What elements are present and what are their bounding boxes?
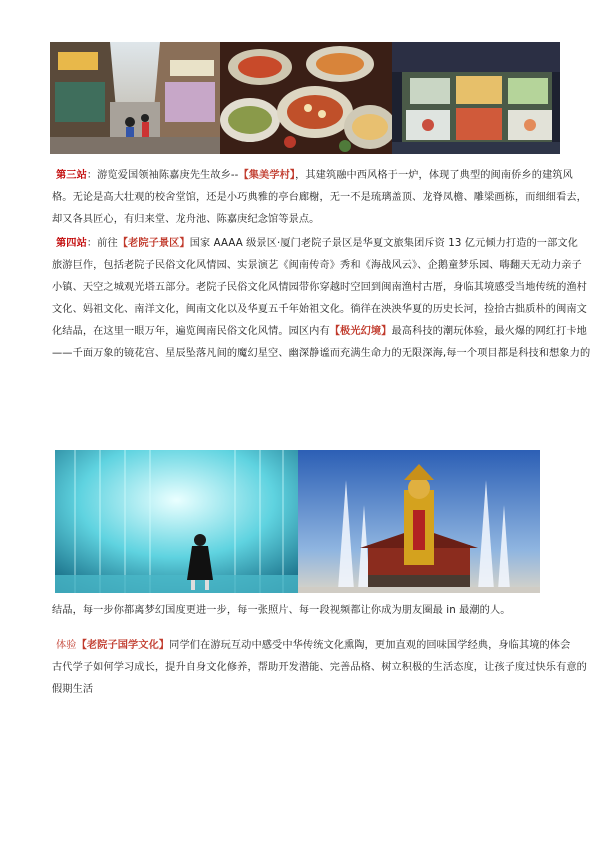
station4-line-3: 小镇、天空之城观光塔五部分。老院子民俗文化风情园带你穿越时空回到闽南渔村古厝，身临其境感受当地传统的渔村: [52, 282, 587, 293]
station4-line-7: 结晶，每一步你都离梦幻国度更进一步，每一张照片、每一段视频都让你成为朋友圈最 in 最潮的人。: [52, 605, 511, 616]
station3-paragraph: [52, 165, 587, 231]
laoyuanzi-highlight: 【老院子景区】: [117, 238, 190, 249]
station3-line-3: 却又各具匠心，有归来堂、龙舟池、陈嘉庚纪念馆等景点。: [52, 214, 320, 225]
station4-line-5: 化结晶，在这里一眼万年，遍览闽南民俗文化风情。园区内有【极光幻境】最高科技的潮玩体验，最火爆的网红打卡地: [52, 326, 587, 337]
aurora-highlight: 【极光幻境】: [329, 326, 392, 337]
experience-label: 体验: [56, 640, 77, 651]
street-market-photo: [50, 42, 220, 154]
station4-continuation: [52, 600, 566, 622]
station3-line-1: 第三站：游览爱国领袖陈嘉庚先生故乡--【集美学村】，其建筑融中西风格于一炉，体现了典型的闽南侨乡的建筑风: [56, 170, 573, 181]
experience-line-2: 古代学子如何学习成长，提升自身文化修养，帮助开发潜能、完善品格、树立积极的生活态度，让孩子度过快乐有意的: [52, 662, 587, 673]
seafood-dishes-photo: [220, 42, 392, 154]
experience-line-1: 体验【老院子国学文化】同学们在游玩互动中感受中华传统文化熏陶，更加直观的回味国学经典，身临其境的体会: [56, 640, 571, 651]
aurora-light-installation-photo: [55, 450, 298, 593]
station4-line-1: 第四站：前往【老院子景区】国家 AAAA 级景区·厦门老院子景区是华夏文旅集团斥资 13 亿元倾力打造的一部文化: [56, 238, 578, 249]
station4-line-4: 文化、妈祖文化、南洋文化，闽南文化以及华夏五千年始祖文化。徜徉在泱泱华夏的历史长河，捡拾古拙质朴的闽南文: [52, 304, 587, 315]
station3-label: 第三站: [56, 170, 87, 181]
station4-paragraph: [52, 233, 591, 365]
seafood-stall-photo: [392, 42, 560, 154]
mazu-statue-fountain-photo: [298, 450, 540, 593]
station4-label: 第四站: [56, 238, 87, 249]
station4-line-2: 旅游巨作，包括老院子民俗文化风情园、实景演艺《闽南传奇》秀和《海战风云》、企鹅童梦乐园、嗨翻天无动力亲子: [52, 260, 582, 271]
experience-line-3: 假期生活: [52, 684, 94, 695]
station4-line-6: ——千面万象的镜花宫、星辰坠落凡间的魔幻星空、幽深静谧而充满生命力的无限深海,每一个项目都是科技和想象力的: [52, 348, 591, 359]
station3-line-2: 格。无论是高大壮观的校舍堂馆，还是小巧典雅的亭台廊榭，无一不是琉璃盖顶、龙脊凤檐、雕梁画栋，而细细看去，: [52, 192, 587, 203]
jimei-highlight: 【集美学村】: [238, 170, 296, 181]
experience-paragraph: [52, 635, 587, 701]
guoxue-highlight: 【老院子国学文化】: [76, 640, 170, 651]
